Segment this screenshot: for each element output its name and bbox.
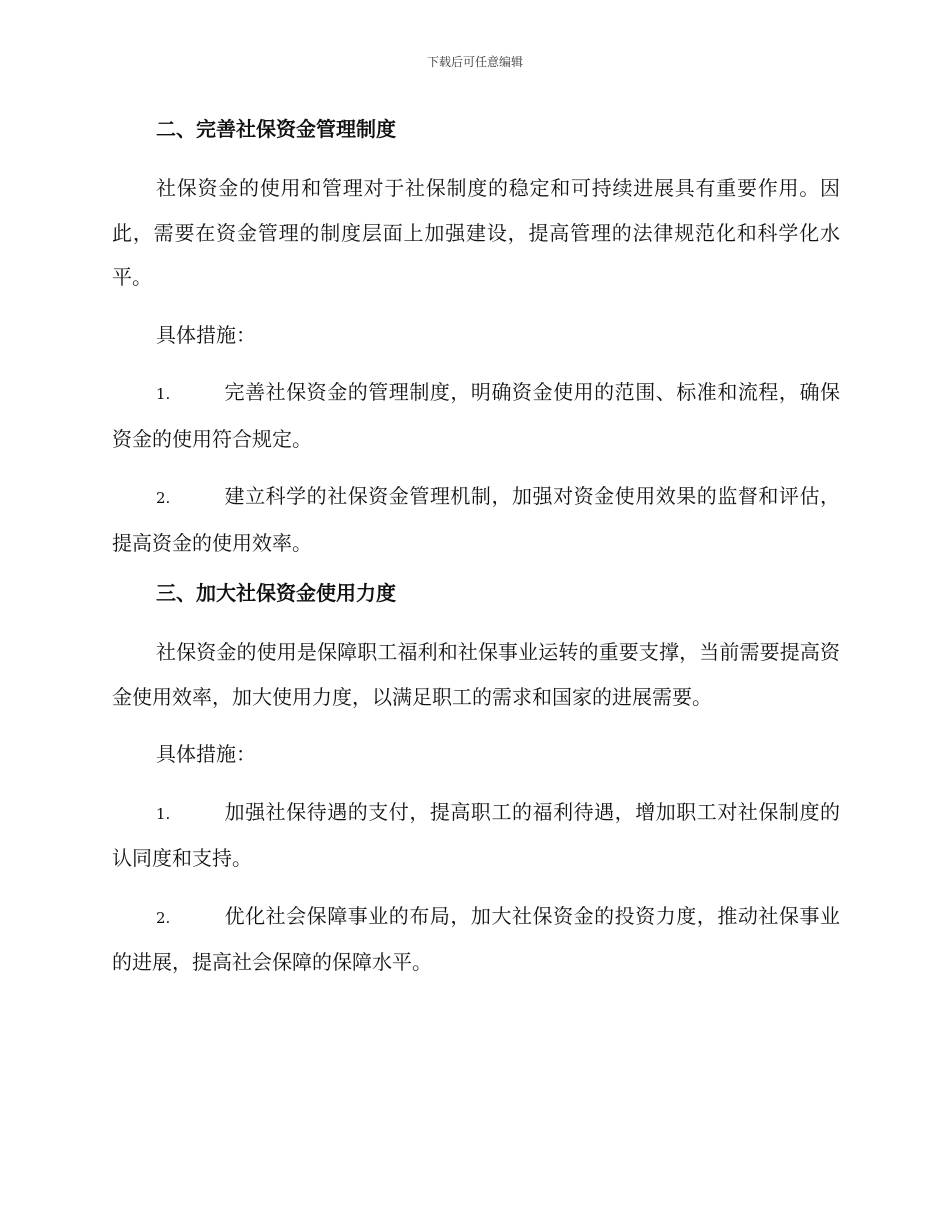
item-text: 建立科学的社保资金管理机制，加强对资金使用效果的监督和评估，提高资金的使用效率。 xyxy=(112,484,840,555)
item-text: 加强社保待遇的支付，提高职工的福利待遇，增加职工对社保制度的认同度和支持。 xyxy=(112,799,840,870)
section-2-heading: 二、完善社保资金管理制度 xyxy=(156,117,396,141)
section-2 xyxy=(112,113,840,565)
item-text: 完善社保资金的管理制度，明确资金使用的范围、标准和流程，确保资金的使用符合规定。 xyxy=(112,380,840,451)
section-3-heading: 三、加大社保资金使用力度 xyxy=(156,581,396,605)
item-number: 2. xyxy=(156,489,171,507)
section-2-item-1 xyxy=(112,370,840,461)
section-2-item-2 xyxy=(112,474,840,565)
item-number: 2. xyxy=(156,908,171,927)
item-text: 优化社会保障事业的布局，加大社保资金的投资力度，推动社保事业的进展，提高社会保障的保障水平。 xyxy=(112,903,840,974)
section-3 xyxy=(112,577,840,985)
section-3-item-1 xyxy=(112,790,840,881)
section-3-intro: 社保资金的使用是保障职工福利和社保事业运转的重要支撑，当前需要提高资金使用效率，加大使用力度，以满足职工的需求和国家的进展需要。 xyxy=(112,640,840,709)
document-body xyxy=(112,113,840,998)
section-2-measures-label: 具体措施： xyxy=(156,322,256,347)
page-header: 下载后可任意编辑 xyxy=(426,55,523,69)
section-3-item-2 xyxy=(112,894,840,985)
item-number: 1. xyxy=(156,804,171,823)
item-number: 1. xyxy=(156,385,171,403)
section-2-intro: 社保资金的使用和管理对于社保制度的稳定和可持续进展具有重要作用。因此，需要在资金管理的制度层面上加强建设，提高管理的法律规范化和科学化水平。 xyxy=(112,176,840,289)
section-3-measures-label: 具体措施： xyxy=(156,742,256,766)
